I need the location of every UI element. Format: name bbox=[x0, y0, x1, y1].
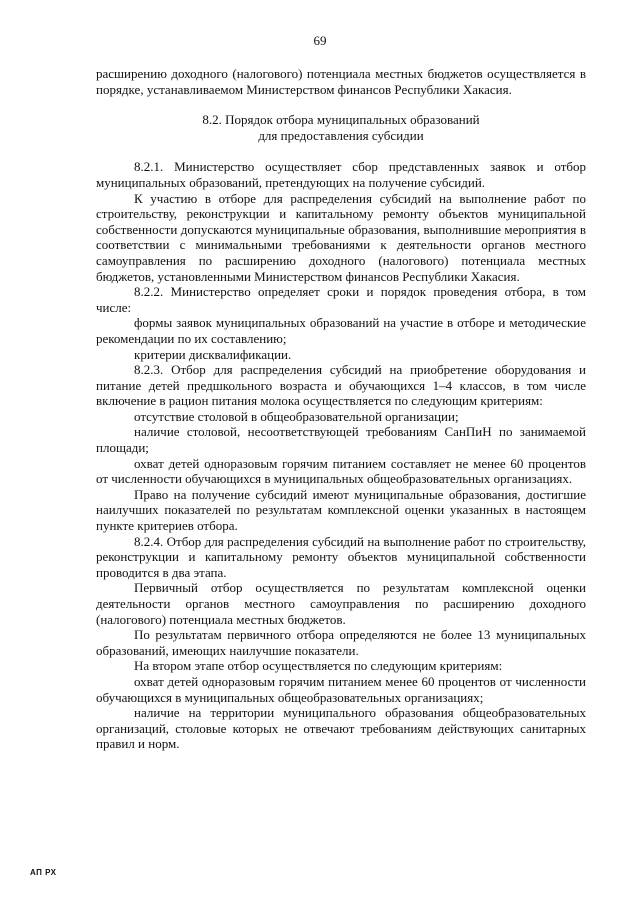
section-heading-line-2: для предоставления субсидии bbox=[258, 127, 424, 143]
paragraph-8-2-3: 8.2.3. Отбор для распределения субсидий на приобретение оборудования и питание детей предшкольного возраста и обучающихся 1–4 классов, в том числе включение в рацион питания молока осуществляется по следующим критериям: bbox=[96, 362, 586, 409]
paragraph-participation: К участию в отборе для распределения субсидий на выполнение работ по строительству, реконструкции и капитальному ремонту объектов муниципальной собственности допускаются муниципальные образования, выполнившие мероприятия в соответствии с минимальными требованиями к деятельности органов местного самоуправления по расширению доходного (налогового) потенциала местных бюджетов, установленными Министерством финансов Республики Хакасия. bbox=[96, 190, 586, 284]
page-number: 69 bbox=[313, 33, 327, 48]
paragraph-8-2-4: 8.2.4. Отбор для распределения субсидий на выполнение работ по строительству, реконструкции и капитальному ремонту объектов муниципальной собственности проводится в два этапа. bbox=[96, 533, 586, 580]
intro-paragraph: расширению доходного (налогового) потенциала местных бюджетов осуществляется в порядке, устанавливаемом Министерством финансов Республики Хакасия. bbox=[96, 66, 586, 97]
criterion-second-sanitary: наличие на территории муниципального образования общеобразовательных организаций, столовые которых не отвечают требованиям действующих санитарных правил и норм. bbox=[96, 705, 586, 752]
section-heading bbox=[96, 112, 586, 143]
paragraph-8-2-2: 8.2.2. Министерство определяет сроки и порядок проведения отбора, в том числе: bbox=[96, 284, 586, 315]
list-item-disqualification: критерии дисквалификации. bbox=[134, 346, 292, 362]
document-body bbox=[96, 66, 586, 752]
criterion-no-canteen: отсутствие столовой в общеобразовательной организации; bbox=[134, 408, 459, 424]
criterion-hot-meals: охват детей одноразовым горячим питанием составляет не менее 60 процентов от численности обучающихся в муниципальных общеобразовательных организациях. bbox=[96, 455, 586, 487]
paragraph-second-stage: На втором этапе отбор осуществляется по следующим критериям: bbox=[134, 658, 503, 674]
footer-mark: АП РХ bbox=[30, 868, 57, 877]
paragraph-8-2-1: 8.2.1. Министерство осуществляет сбор представленных заявок и отбор муниципальных образований, претендующих на получение субсидий. bbox=[96, 159, 586, 190]
paragraph-top-13: По результатам первичного отбора определяются не более 13 муниципальных образований, имеющих наилучшие показатели. bbox=[96, 627, 586, 658]
criterion-second-hot-meals: охват детей одноразовым горячим питанием менее 60 процентов от численности обучающихся в муниципальных общеобразовательных организациях; bbox=[96, 673, 586, 705]
section-heading-line-1: 8.2. Порядок отбора муниципальных образований bbox=[202, 112, 480, 128]
list-item-forms: формы заявок муниципальных образований на участие в отборе и методические рекомендации по их составлению; bbox=[96, 315, 586, 346]
criterion-canteen-area: наличие столовой, несоответствующей требованиям СанПиН по занимаемой площади; bbox=[96, 424, 586, 456]
paragraph-primary-selection: Первичный отбор осуществляется по результатам комплексной оценки деятельности органов местного самоуправления по расширению доходного (налогового) потенциала местных бюджетов. bbox=[96, 580, 586, 627]
paragraph-right-to-subsidy: Право на получение субсидий имеют муниципальные образования, достигшие наилучших показателей по результатам комплексной оценки указанных в настоящем пункте критериев отбора. bbox=[96, 486, 586, 534]
